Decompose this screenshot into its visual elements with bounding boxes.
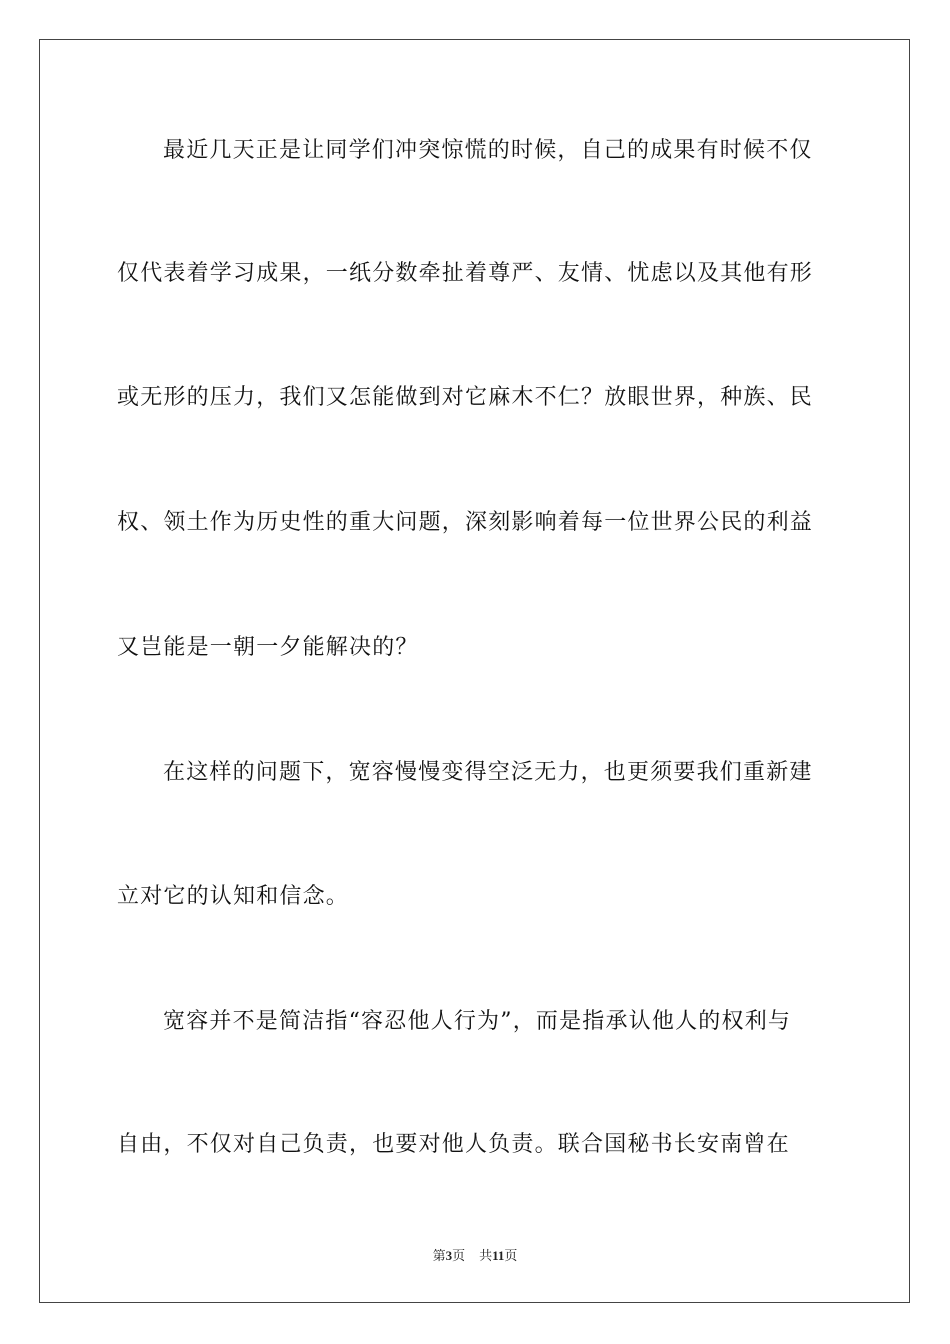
- paragraph-line: 宽容并不是简洁指“容忍他人行为”，而是指承认他人的权利与: [163, 1009, 792, 1034]
- total-prefix: 共: [479, 1248, 493, 1263]
- paragraph-line: 又岂能是一朝一夕能解决的？: [117, 635, 419, 660]
- paragraph-line: 权、领土作为历史性的重大问题，深刻影响着每一位世界公民的利益: [117, 510, 814, 535]
- page-suffix: 页: [452, 1248, 466, 1263]
- paragraph-line: 在这样的问题下，宽容慢慢变得空泛无力，也更须要我们重新建: [163, 760, 813, 785]
- page-border: [39, 39, 910, 1303]
- page-prefix: 第: [432, 1248, 446, 1263]
- paragraph-line: 仅代表着学习成果，一纸分数牵扯着尊严、友情、忧虑以及其他有形: [117, 261, 814, 286]
- paragraph-line: 最近几天正是让同学们冲突惊慌的时候，自己的成果有时候不仅: [163, 138, 813, 163]
- current-page-number: 3: [445, 1248, 453, 1263]
- paragraph-line: 或无形的压力，我们又怎能做到对它麻木不仁？放眼世界，种族、民: [117, 385, 814, 410]
- paragraph-line: 立对它的认知和信念。: [117, 884, 350, 909]
- paragraph-line: 自由，不仅对自己负责，也要对他人负责。联合国秘书长安南曾在: [117, 1132, 790, 1157]
- total-pages-number: 11: [492, 1248, 505, 1263]
- total-suffix: 页: [504, 1248, 518, 1263]
- page-footer: [0, 1248, 950, 1264]
